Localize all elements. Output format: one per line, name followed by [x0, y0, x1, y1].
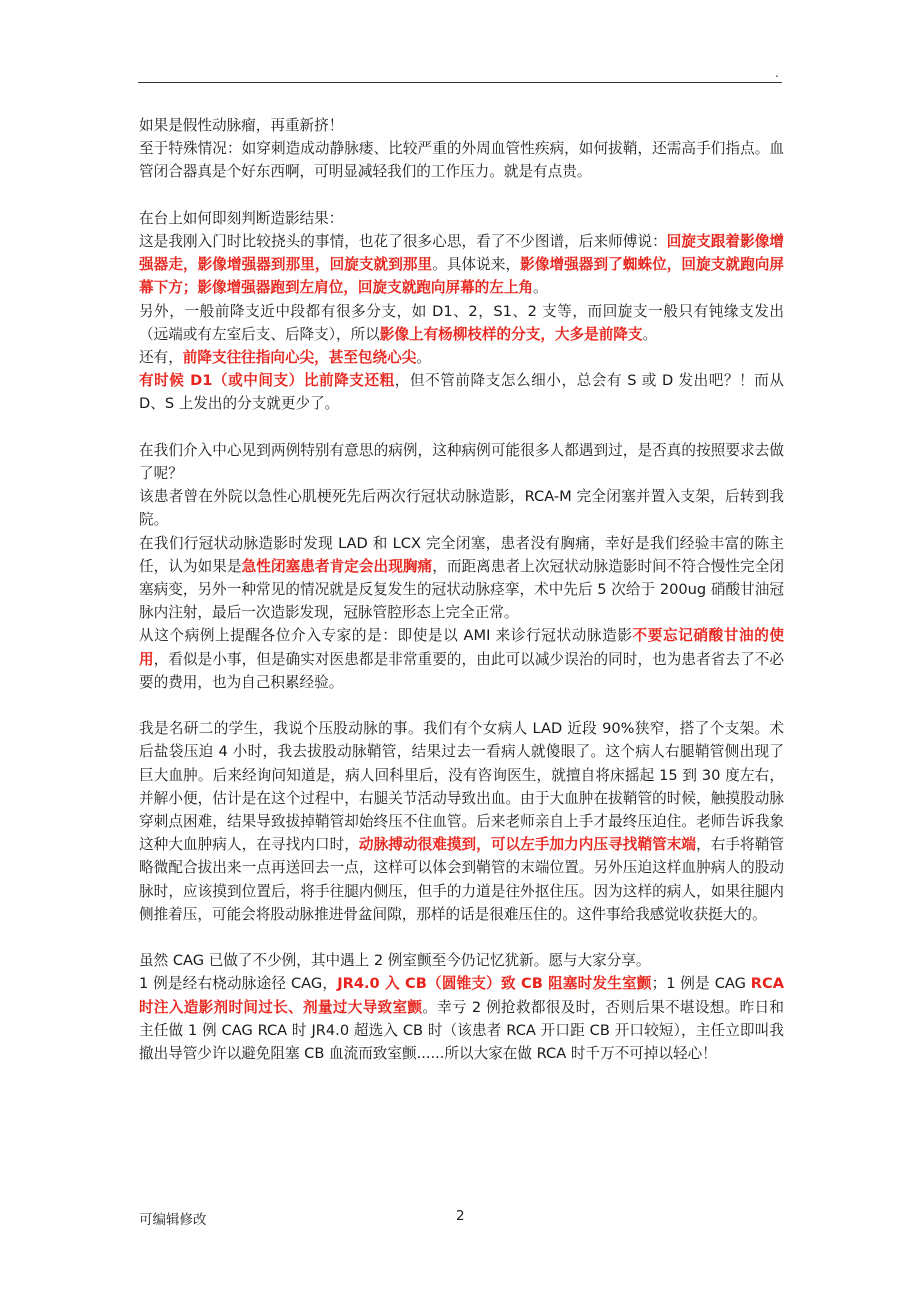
text-run: 。幸亏 2 例抢救都很及时，否则后果不堪设想。昨日和主任做 1 例 CAG RCA 时 JR4.0 超选入 CB 时（该患者 RCA 开口距 CB 开口较短），主任立即叫我撤出导管少许以避免阻塞 CB 血流而致室颤......所以大家在做 RCA 时千万不可掉以轻心！	[139, 998, 784, 1063]
highlighted-text: 回旋支跟着影像增强器走，影像增强器到那里，回旋支就到那里	[139, 233, 784, 274]
text-run: 1 例是经右桡动脉途径 CAG，	[139, 975, 338, 993]
paragraph-p3	[139, 207, 784, 230]
page-number: 2	[456, 1208, 465, 1224]
text-run: 。具体说来，	[432, 256, 521, 274]
text-run: 这是我刚入门时比较挠头的事情，也花了很多心思，看了不少图谱，后来师傅说：	[139, 233, 667, 250]
paragraph-p2	[139, 137, 784, 183]
text-run: 虽然 CAG 已做了不少例，其中遇上 2 例室颤至今仍记忆犹新。愿与大家分享。	[139, 952, 651, 970]
paragraph-p13	[139, 949, 784, 972]
text-run: 如果是假性动脉瘤，再重新挤！	[139, 117, 344, 134]
paragraph-p1	[139, 114, 784, 137]
paragraph-p7	[139, 369, 784, 415]
text-run: 从这个病例上提醒各位介入专家的是：即使是以 AMI 来诊行冠状动脉造影	[139, 627, 633, 645]
highlighted-text: 动脉搏动很难摸到，可以左手加力内压寻找鞘管末端	[358, 836, 697, 854]
paragraph-p8	[139, 439, 784, 485]
text-run: 。	[642, 325, 658, 343]
paragraph-p4	[139, 230, 784, 300]
paragraph-p12	[139, 717, 784, 926]
text-run: ，看似是小事，但是确实对医患都是非常重要的，由此可以减少误治的同时，也为患者省去了不必要的费用，也为自己积累经验。	[139, 650, 784, 691]
text-run: 至于特殊情况：如穿刺造成动静脉瘘、比较严重的外周血管性疾病，如何拔鞘，还需高手们指点。血管闭合器真是个好东西啊，可明显减轻我们的工作压力。就是有点贵。	[139, 140, 784, 181]
text-run: 在台上如何即刻判断造影结果：	[139, 209, 344, 227]
text-run: ，右手将鞘管略微配合拔出来一点再送回去一点，这样可以体会到鞘管的末端位置。另外压迫这样血肿病人的股动脉时，应该摸到位置后，将手往腿内侧压，但手的力道是往外抠住压。因为这样的病人，如果往腿内侧推着压，可能会将股动脉推进骨盆间隙，那样的话是很难压住的。这件事给我感觉收获挺大的。	[139, 836, 784, 923]
text-run: 我是名研二的学生，我说个压股动脉的事。我们有个女病人 LAD 近段 90%狭窄，搭了个支架。术后盐袋压迫 4 小时，我去拔股动脉鞘管，结果过去一看病人就傻眼了。这个病人右腿鞘管侧出现了巨大血肿。后来经询问知道是，病人回科里后，没有咨询医生，就擅自将床摇起 15 到 30 度左右，并解小便，估计是在这个过程中，右腿关节活动导致出血。由于大血肿在拔鞘管的时候，触摸股动脉穿刺点困难，结果导致拔掉鞘管却始终压不住血管。后来老师亲自上手才最终压迫住。老师告诉我象这种大血肿病人，在寻找内口时，	[139, 720, 784, 854]
text-run: 另外，一般前降支近中段都有很多分支，如 D1、2，S1、2 支等，而回旋支一般只有钝缘支发出（远端或有左室后支、后降支），所以	[139, 302, 784, 343]
paragraph-spacer	[139, 926, 784, 949]
paragraph-spacer	[139, 184, 784, 207]
highlighted-text: 前降支往往指向心尖，甚至包绕心尖	[182, 349, 417, 367]
highlighted-text: 急性闭塞患者肯定会出现胸痛	[241, 557, 433, 575]
highlighted-text: 影像增强器到了蜘蛛位，回旋支就跑向屏幕下方；影像增强器跑到左肩位，回旋支就跑向屏幕的左上角	[139, 256, 784, 297]
text-run: ；1 例是 CAG	[651, 975, 751, 993]
footer-label: 可编辑修改	[139, 1212, 207, 1228]
paragraph-spacer	[139, 694, 784, 717]
highlighted-text: JR4.0 入 CB（圆锥支）致 CB 阻塞时发生室颤	[337, 975, 652, 993]
text-run: 该患者曾在外院以急性心肌梗死先后两次行冠状动脉造影，RCA-M 完全闭塞并置入支架，后转到我院。	[139, 488, 784, 529]
paragraph-p10	[139, 532, 784, 625]
text-run: ，而距离患者上次冠状动脉造影时间不符合慢性完全闭塞病变，另外一种常见的情况就是反复发生的冠状动脉痉挛，术中先后 5 次给于 200ug 硝酸甘油冠脉内注射，最后一次造影发现，冠脉管腔形态上完全正常。	[139, 557, 784, 622]
paragraph-p14	[139, 972, 784, 1065]
text-run: 在我们介入中心见到两例特别有意思的病例，这种病例可能很多人都遇到过，是否真的按照要求去做了呢？	[139, 441, 784, 483]
text-run: ，但不管前降支怎么细小，总会有 S 或 D 发出吧？！而从 D、S 上发出的分支就更少了。	[139, 372, 785, 413]
page-dot: .	[775, 66, 779, 80]
highlighted-text: 影像上有杨柳枝样的分支，大多是前降支	[379, 325, 643, 343]
text-run: 。	[416, 349, 431, 367]
highlighted-text: 不要忘记硝酸甘油的使用	[139, 627, 784, 668]
paragraph-p11	[139, 624, 784, 694]
highlighted-text: RCA 时注入造影剂时间过长、剂量过大导致室颤	[139, 975, 784, 1016]
paragraph-spacer	[139, 416, 784, 439]
paragraph-p6	[139, 346, 784, 369]
text-run: 还有，	[139, 349, 183, 367]
paragraph-p5	[139, 300, 784, 346]
document-body	[139, 114, 784, 1065]
text-run: 。	[533, 279, 548, 297]
paragraph-p9	[139, 485, 784, 531]
text-run: 在我们行冠状动脉造影时发现 LAD 和 LCX 完全闭塞，患者没有胸痛，幸好是我们经验丰富的陈主任，认为如果是	[139, 534, 784, 575]
header-rule	[138, 82, 782, 83]
highlighted-text: 有时候 D1（或中间支）比前降支还粗	[139, 372, 395, 390]
